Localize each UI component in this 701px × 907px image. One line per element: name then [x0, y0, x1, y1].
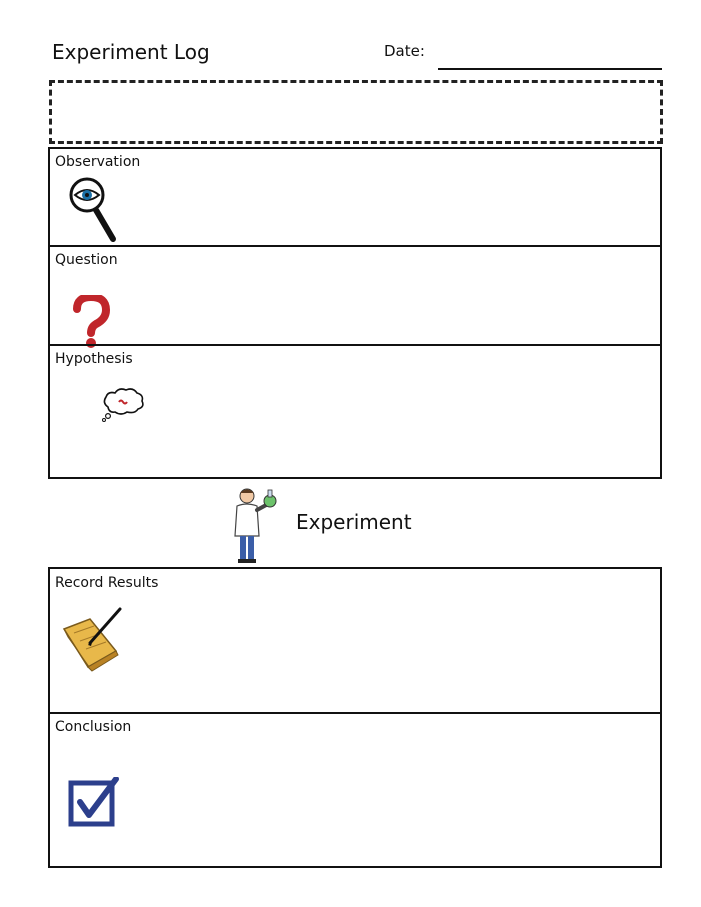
section-divider: [50, 712, 660, 714]
date-label: Date:: [384, 42, 425, 60]
experiment-heading: Experiment: [296, 510, 412, 534]
title-entry-box[interactable]: [49, 80, 663, 144]
notepad-pencil-icon: [60, 607, 126, 673]
page-title: Experiment Log: [52, 40, 210, 64]
section-divider: [50, 245, 660, 247]
observation-label: Observation: [55, 154, 141, 170]
conclusion-label: Conclusion: [55, 719, 132, 735]
thought-bubble-icon: [100, 387, 146, 423]
question-mark-icon: [72, 295, 110, 349]
section-divider: [50, 344, 660, 346]
inquiry-panel: [48, 147, 662, 479]
magnifying-glass-eye-icon: [68, 177, 120, 245]
record-results-label: Record Results: [55, 575, 159, 591]
date-field-line[interactable]: [438, 68, 662, 70]
hypothesis-label: Hypothesis: [55, 351, 133, 367]
question-label: Question: [55, 252, 118, 268]
checkbox-checked-icon: [68, 777, 120, 827]
scientist-icon: [232, 484, 282, 564]
results-panel: [48, 567, 662, 868]
